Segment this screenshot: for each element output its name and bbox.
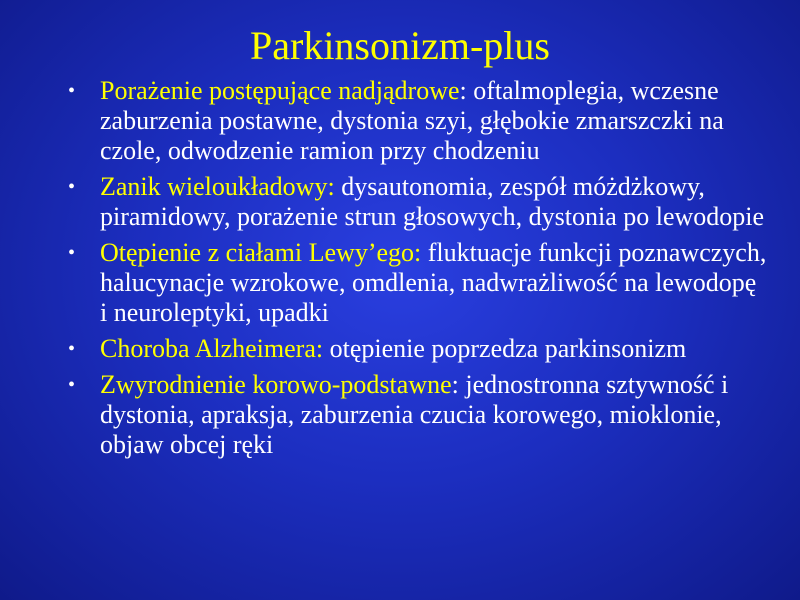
bullet-description: otępienie poprzedza parkinsonizm	[323, 334, 687, 363]
bullet-item-msa	[68, 172, 768, 232]
bullet-item-dlb	[68, 238, 768, 328]
bullet-description: : oftalmoplegia, wczesne zaburzenia postawne, dystonia szyi, głębokie zmarszczki na czole, odwodzenie ramion przy chodzeniu	[100, 76, 724, 165]
bullet-icon: •	[68, 80, 76, 102]
bullet-term: Zwyrodnienie korowo-podstawne	[100, 370, 452, 399]
bullet-description: fluktuacje funkcji poznawczych, halucynacje wzrokowe, omdlenia, nadwrażliwość na lewodopę i neuroleptyki, upadki	[100, 238, 767, 327]
bullet-term: Porażenie postępujące nadjądrowe	[100, 76, 460, 105]
bullet-term: Choroba Alzheimera:	[100, 334, 324, 363]
bullet-term: Otępienie z ciałami Lewy’ego:	[100, 238, 422, 267]
slide-title: Parkinsonizm-plus	[250, 23, 550, 68]
bullet-icon: •	[68, 242, 76, 264]
bullet-list	[68, 76, 768, 466]
bullet-description: dysautonomia, zespół móżdżkowy, piramidowy, porażenie strun głosowych, dystonia po lewodopie	[100, 172, 765, 231]
bullet-icon: •	[68, 176, 76, 198]
bullet-item-psp	[68, 76, 768, 166]
bullet-item-alzheimer	[68, 334, 768, 364]
bullet-term: Zanik wieloukładowy:	[100, 172, 335, 201]
bullet-item-cbd	[68, 370, 768, 460]
bullet-icon: •	[68, 338, 76, 360]
bullet-description: : jednostronna sztywność i dystonia, apraksja, zaburzenia czucia korowego, mioklonie, objaw obcej ręki	[100, 370, 729, 459]
bullet-icon: •	[68, 374, 76, 396]
